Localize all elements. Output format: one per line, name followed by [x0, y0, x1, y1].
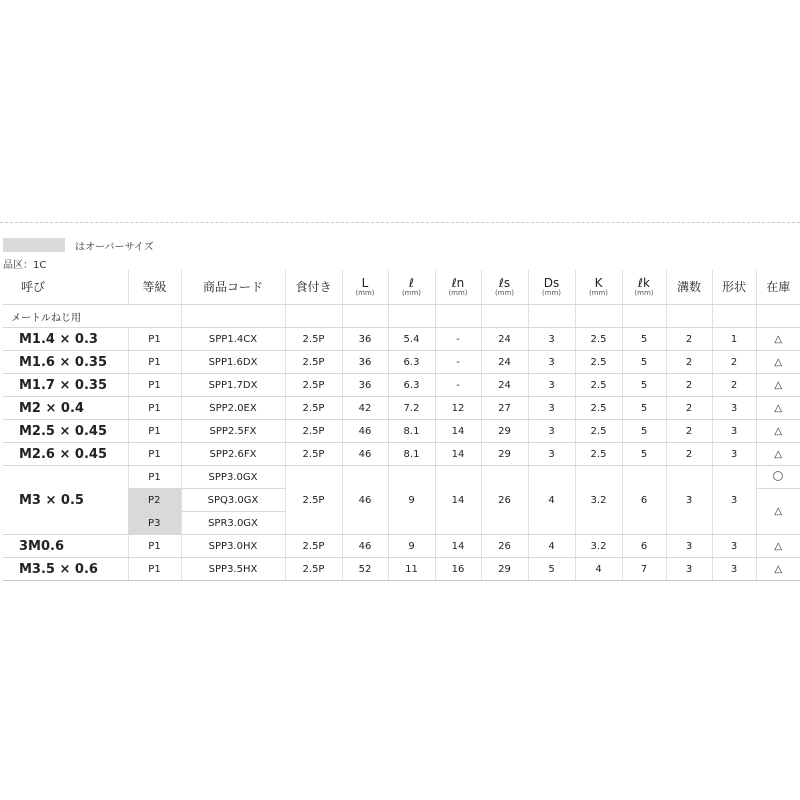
section-empty-cell: [575, 305, 622, 328]
header-ln-label: ℓn: [451, 276, 465, 291]
table-row-m3-p1: [3, 466, 800, 489]
section-empty-cell: [181, 305, 285, 328]
cell-lk: 6: [622, 535, 666, 558]
cell-ls: 24: [481, 351, 528, 374]
cell-ls: 27: [481, 397, 528, 420]
table-row: [3, 443, 800, 466]
cell-l: 7.2: [388, 397, 435, 420]
header-stock: 在庫: [756, 270, 800, 305]
cell-lk: 5: [622, 328, 666, 351]
cell-code: SPP2.6FX: [181, 443, 285, 466]
cell-bite: 2.5P: [285, 443, 342, 466]
header-K: [575, 270, 622, 305]
cell-shape: 3: [712, 535, 756, 558]
cell-name: M3 × 0.5: [3, 466, 128, 535]
cell-grooves: 2: [666, 397, 712, 420]
cell-name: M1.4 × 0.3: [3, 328, 128, 351]
cell-lk: 7: [622, 558, 666, 581]
cell-ln: 16: [435, 558, 481, 581]
header-K-label: K: [594, 276, 603, 291]
table-row: [3, 420, 800, 443]
cell-ls: 29: [481, 420, 528, 443]
cell-grade: P1: [128, 466, 181, 489]
cell-grooves: 2: [666, 374, 712, 397]
cell-bite: 2.5P: [285, 466, 342, 535]
cell-shape: 3: [712, 420, 756, 443]
header-ls-label: ℓs: [498, 276, 511, 291]
cell-grade: P1: [128, 535, 181, 558]
cell-grade: P1: [128, 328, 181, 351]
cell-code: SPQ3.0GX: [181, 489, 285, 512]
cell-K: 3.2: [575, 466, 622, 535]
section-empty-cell: [756, 305, 800, 328]
cell-Ds: 3: [528, 351, 575, 374]
cell-ls: 26: [481, 466, 528, 535]
header-L-label: L: [361, 276, 369, 291]
cell-shape: 2: [712, 351, 756, 374]
cell-grade: P3: [128, 512, 181, 535]
table-body-m3: [3, 466, 800, 535]
header-ls: [481, 270, 528, 305]
cell-name: M2.5 × 0.45: [3, 420, 128, 443]
cell-shape: 3: [712, 466, 756, 535]
cell-grooves: 3: [666, 535, 712, 558]
cell-lk: 5: [622, 420, 666, 443]
cell-stock: △: [756, 397, 800, 420]
section-empty-cell: [285, 305, 342, 328]
header-grade: 等級: [128, 270, 181, 305]
cell-Ds: 3: [528, 420, 575, 443]
cell-l: 8.1: [388, 443, 435, 466]
header-l-label: ℓ: [409, 276, 414, 291]
section-row-metric: [3, 305, 800, 328]
cell-grade: P1: [128, 397, 181, 420]
cell-grade: P1: [128, 374, 181, 397]
cell-name: M1.6 × 0.35: [3, 351, 128, 374]
cell-l: 11: [388, 558, 435, 581]
header-K-unit: (mm): [588, 288, 609, 297]
cell-ln: -: [435, 328, 481, 351]
cell-l: 6.3: [388, 351, 435, 374]
cell-K: 3.2: [575, 535, 622, 558]
cell-ls: 29: [481, 558, 528, 581]
table-header-row: [3, 270, 800, 305]
cell-shape: 3: [712, 558, 756, 581]
cell-grade: P1: [128, 420, 181, 443]
cell-lk: 5: [622, 374, 666, 397]
cell-K: 2.5: [575, 443, 622, 466]
cell-code: SPP1.6DX: [181, 351, 285, 374]
cell-bite: 2.5P: [285, 374, 342, 397]
cell-grooves: 2: [666, 420, 712, 443]
cell-stock: △: [756, 374, 800, 397]
cell-K: 4: [575, 558, 622, 581]
cell-name: M3.5 × 0.6: [3, 558, 128, 581]
cell-stock: △: [756, 443, 800, 466]
header-lk-unit: (mm): [634, 288, 654, 297]
cell-code: SPP1.7DX: [181, 374, 285, 397]
table-body-bottom: [3, 535, 800, 581]
cell-grade: P1: [128, 443, 181, 466]
cell-code: SPP1.4CX: [181, 328, 285, 351]
cell-Ds: 5: [528, 558, 575, 581]
cell-L: 36: [342, 374, 388, 397]
cell-L: 52: [342, 558, 388, 581]
cell-code: SPP2.0EX: [181, 397, 285, 420]
cell-ls: 26: [481, 535, 528, 558]
cell-grade: P2: [128, 489, 181, 512]
cell-bite: 2.5P: [285, 328, 342, 351]
cell-ln: 14: [435, 535, 481, 558]
cell-stock: △: [756, 351, 800, 374]
table-row: [3, 535, 800, 558]
cell-ln: 12: [435, 397, 481, 420]
cell-Ds: 3: [528, 443, 575, 466]
section-empty-cell: [622, 305, 666, 328]
header-ls-unit: (mm): [494, 288, 515, 297]
section-empty-cell: [435, 305, 481, 328]
header-Ds-label: Ds: [543, 276, 560, 291]
cell-ln: 14: [435, 443, 481, 466]
double-circle-icon: [773, 471, 783, 481]
cell-l: 9: [388, 535, 435, 558]
table-row: [3, 351, 800, 374]
cell-grooves: 3: [666, 466, 712, 535]
oversize-legend-text: はオーバーサイズ: [75, 241, 154, 253]
cell-grooves: 3: [666, 558, 712, 581]
section-empty-cell: [342, 305, 388, 328]
section-empty-cell: [528, 305, 575, 328]
cell-ls: 29: [481, 443, 528, 466]
cell-l: 6.3: [388, 374, 435, 397]
product-class-label: 品区：1C: [3, 260, 47, 271]
cell-bite: 2.5P: [285, 535, 342, 558]
cell-ln: -: [435, 351, 481, 374]
cell-L: 42: [342, 397, 388, 420]
cell-stock: △: [756, 558, 800, 581]
section-empty-cell: [481, 305, 528, 328]
cell-code: SPP3.0HX: [181, 535, 285, 558]
cell-stock: △: [756, 420, 800, 443]
cell-lk: 5: [622, 351, 666, 374]
header-lk-label: ℓk: [638, 276, 650, 291]
cell-shape: 1: [712, 328, 756, 351]
cell-code: SPP3.0GX: [181, 466, 285, 489]
cell-grooves: 2: [666, 443, 712, 466]
section-label: メートルねじ用: [3, 305, 181, 328]
cell-bite: 2.5P: [285, 351, 342, 374]
header-ln: [435, 270, 481, 305]
cell-Ds: 3: [528, 397, 575, 420]
cell-K: 2.5: [575, 351, 622, 374]
cell-K: 2.5: [575, 328, 622, 351]
cell-grade: P1: [128, 558, 181, 581]
cell-shape: 3: [712, 397, 756, 420]
cell-code: SPR3.0GX: [181, 512, 285, 535]
header-Ds: [528, 270, 575, 305]
cell-grooves: 2: [666, 351, 712, 374]
cell-lk: 6: [622, 466, 666, 535]
cell-name: 3M0.6: [3, 535, 128, 558]
oversize-swatch: [3, 238, 65, 252]
cell-bite: 2.5P: [285, 558, 342, 581]
cell-stock: △: [756, 535, 800, 558]
cell-l: 8.1: [388, 420, 435, 443]
cell-stock: △: [756, 489, 800, 535]
cell-Ds: 4: [528, 466, 575, 535]
cell-L: 36: [342, 351, 388, 374]
cell-name: M2.6 × 0.45: [3, 443, 128, 466]
oversize-legend: [3, 237, 154, 253]
header-name: 呼び: [3, 270, 128, 305]
header-ln-unit: (mm): [448, 288, 468, 297]
cell-code: SPP2.5FX: [181, 420, 285, 443]
section-empty-cell: [666, 305, 712, 328]
cell-name: M1.7 × 0.35: [3, 374, 128, 397]
cell-bite: 2.5P: [285, 420, 342, 443]
cell-ln: -: [435, 374, 481, 397]
header-shape: 形状: [712, 270, 756, 305]
cell-lk: 5: [622, 443, 666, 466]
header-l-unit: (mm): [401, 288, 422, 297]
cell-Ds: 3: [528, 328, 575, 351]
cell-ls: 24: [481, 374, 528, 397]
header-grooves: 溝数: [666, 270, 712, 305]
section-empty-cell: [712, 305, 756, 328]
table-row: [3, 397, 800, 420]
cell-L: 36: [342, 328, 388, 351]
cell-bite: 2.5P: [285, 397, 342, 420]
cell-lk: 5: [622, 397, 666, 420]
cell-stock: [756, 466, 800, 489]
spec-table: [3, 270, 800, 581]
cell-L: 46: [342, 535, 388, 558]
cell-ln: 14: [435, 466, 481, 535]
cell-l: 5.4: [388, 328, 435, 351]
cell-ln: 14: [435, 420, 481, 443]
cell-Ds: 3: [528, 374, 575, 397]
header-bite: 食付き: [285, 270, 342, 305]
section-empty-cell: [388, 305, 435, 328]
cell-ls: 24: [481, 328, 528, 351]
cell-K: 2.5: [575, 397, 622, 420]
header-L: [342, 270, 388, 305]
cell-L: 46: [342, 420, 388, 443]
table-body-top: [3, 328, 800, 466]
cell-l: 9: [388, 466, 435, 535]
cell-code: SPP3.5HX: [181, 558, 285, 581]
cell-grade: P1: [128, 351, 181, 374]
header-code: 商品コード: [181, 270, 285, 305]
table-row: [3, 374, 800, 397]
top-dashed-divider: [0, 222, 800, 223]
cell-name: M2 × 0.4: [3, 397, 128, 420]
header-lk: [622, 270, 666, 305]
table-row: [3, 328, 800, 351]
cell-L: 46: [342, 443, 388, 466]
cell-shape: 3: [712, 443, 756, 466]
cell-K: 2.5: [575, 374, 622, 397]
header-l: [388, 270, 435, 305]
header-L-unit: (mm): [355, 288, 375, 297]
table-row: [3, 558, 800, 581]
cell-L: 46: [342, 466, 388, 535]
cell-grooves: 2: [666, 328, 712, 351]
cell-Ds: 4: [528, 535, 575, 558]
header-Ds-unit: (mm): [541, 288, 562, 297]
cell-K: 2.5: [575, 420, 622, 443]
cell-shape: 2: [712, 374, 756, 397]
cell-stock: △: [756, 328, 800, 351]
